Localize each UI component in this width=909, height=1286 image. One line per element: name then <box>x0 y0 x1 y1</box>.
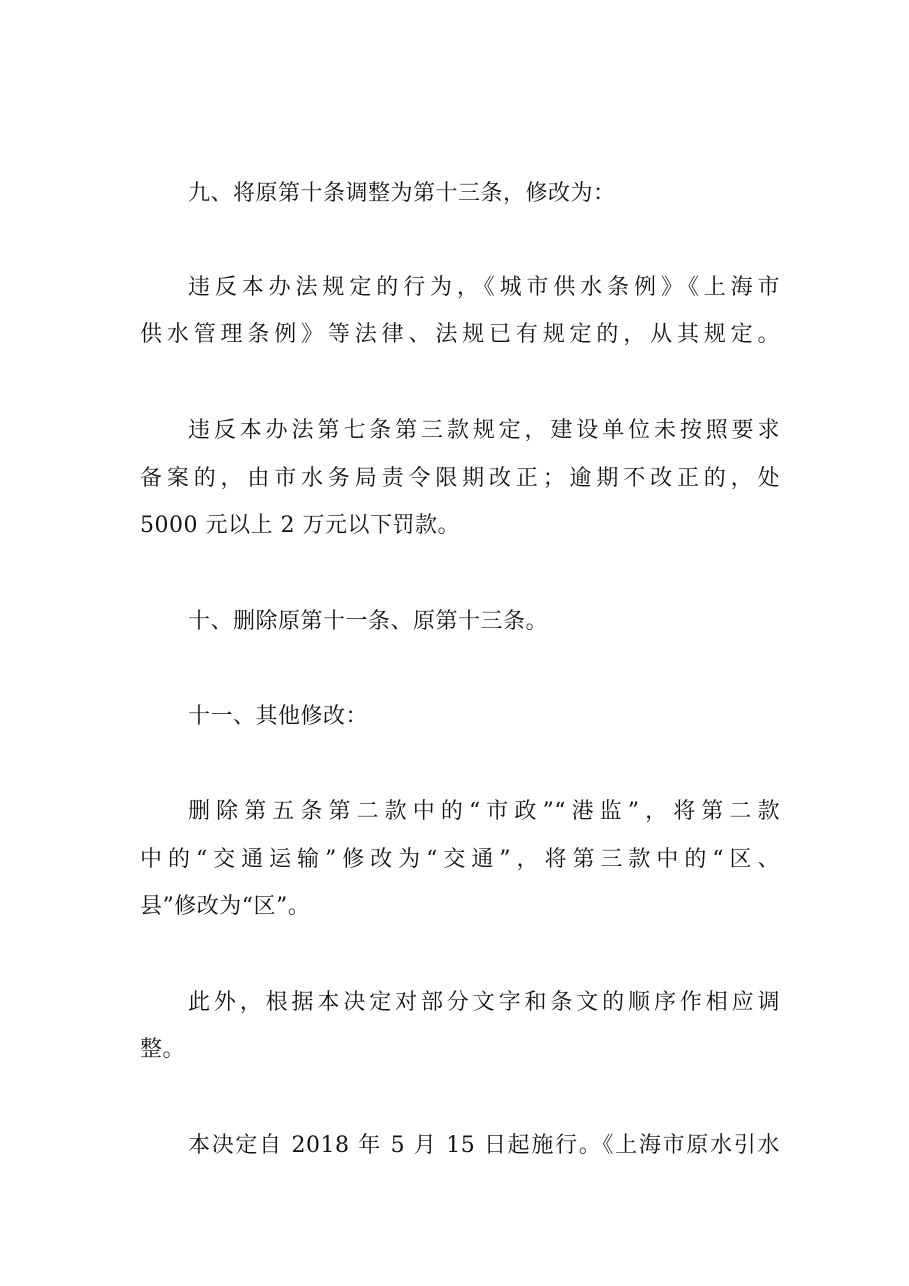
paragraph-item-10: 十、删除原第十一条、原第十三条。 <box>188 609 549 634</box>
paragraph-item-11: 十一、其他修改： <box>188 704 369 729</box>
paragraph-other-changes-line-3: 县”修改为“区”。 <box>140 894 311 919</box>
paragraph-adjustment-line-2: 整。 <box>140 1037 186 1062</box>
paragraph-item-9: 九、将原第十条调整为第十三条，修改为： <box>188 181 616 206</box>
paragraph-effective-date: 本决定自 2018 年 5 月 15 日起施行。《上海市原水引水 <box>188 1133 780 1158</box>
paragraph-article-7-line-3: 5000 元以上 2 万元以下罚款。 <box>140 513 460 538</box>
paragraph-violation-line-2: 供水管理条例》等法律、法规已有规定的，从其规定。 <box>140 322 780 347</box>
paragraph-article-7-line-2: 备案的，由市水务局责令限期改正；逾期不改正的，处 <box>140 466 780 491</box>
paragraph-adjustment-line-1: 此外，根据本决定对部分文字和条文的顺序作相应调 <box>188 990 780 1015</box>
paragraph-other-changes-line-1: 删除第五条第二款中的“市政”“港监”，将第二款 <box>188 799 780 824</box>
paragraph-article-7-line-1: 违反本办法第七条第三款规定，建设单位未按照要求 <box>188 418 780 443</box>
paragraph-other-changes-line-2: 中的“交通运输”修改为“交通”，将第三款中的“区、 <box>140 847 780 872</box>
paragraph-violation-line-1: 违反本办法规定的行为，《城市供水条例》《上海市 <box>188 275 780 300</box>
